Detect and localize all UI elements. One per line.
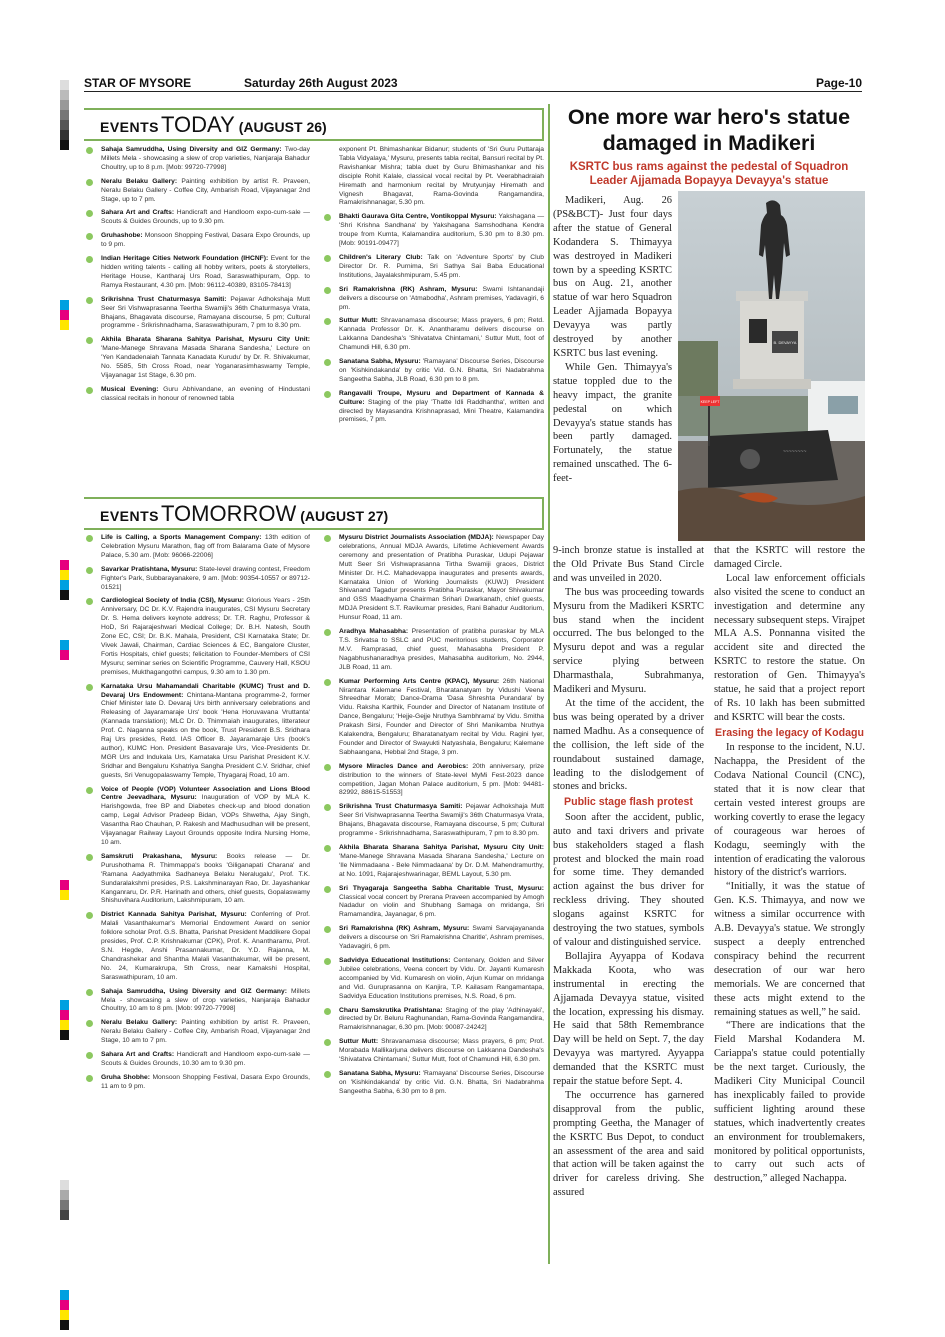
event-organiser: Srikrishna Trust Chaturmasya Samiti: bbox=[339, 803, 463, 811]
page-header bbox=[84, 74, 862, 92]
event-details: State-level drawing contest, Freedom Fighter's Park, Subbarayanakere, 9 am. [Mob: 90354-10557 or 89712-01521] bbox=[101, 565, 310, 591]
event-organiser: Sanatana Sabha, Mysuru: bbox=[339, 358, 421, 366]
event-details: Painting exhibition by artist R. Praveen, Neralu Belaku Gallery - Coffee City, Ambarish Road, Vijayanagar 2nd Stage, 10 am to 7 pm. bbox=[101, 1019, 310, 1045]
events-tomorrow-col2 bbox=[322, 534, 544, 1102]
event-organiser: Sahaja Samruddha, Using Diversity and GIZ Germany: bbox=[101, 146, 282, 153]
event-organiser: Akhila Bharata Sharana Sahitya Parishat, Mysuru City Unit: bbox=[339, 844, 544, 851]
bullet-icon bbox=[86, 210, 93, 217]
event-details: 20th anniversary, prize distribution to the winners of State-level MyMi Fest-2023 dance competition, Jagan Mohan Palace auditorium, 5 pm. [Mob: 94481-82992, 88615-51553] bbox=[339, 762, 544, 797]
event-details: 'Ramayana' Discourse Series, Discourse on 'Kishkindakanda' by critic Vid. G.N. Bhatta, Sri Nadabrahma Sangeetha Sabha, 6.30 pm to 8 pm. bbox=[339, 1069, 545, 1095]
article-col-c bbox=[714, 544, 865, 1186]
event-organiser: Akhila Bharata Sharana Sahitya Parishat, Mysuru City Unit: bbox=[101, 336, 310, 344]
event-details: 13th edition of Celebration Mysuru Marathon, flag off from Balarama Gate of Mysore Palace, 5.30 am. [Mob: 96066-22006] bbox=[101, 534, 310, 559]
event-organiser: Gruha Shobhe: bbox=[101, 1073, 150, 1081]
event-details: Two-day Millets Mela - showcasing a slew of crop varieties, Nanjaraja Bahadur Choultry, up to 8 p.m. [Mob: 99720-77998] bbox=[101, 146, 310, 171]
bullet-icon bbox=[324, 318, 331, 325]
bullet-icon bbox=[86, 912, 93, 919]
event-item bbox=[322, 885, 544, 921]
events-tomorrow-title: EVENTSTOMORROW (AUGUST 27) bbox=[100, 501, 389, 526]
bullet-icon bbox=[86, 147, 93, 154]
event-details: Staging of the play 'Thatte Idli Raddhantha', written and directed by Mayasandra Krishnaprasad, Mini Theatre, Kalamandira premises, 7 pm. bbox=[339, 398, 544, 424]
event-details: Monsoon Shopping Festival, Dasara Expo Grounds, 11 am to 9 pm. bbox=[101, 1073, 310, 1090]
event-item bbox=[84, 1051, 310, 1069]
event-item bbox=[322, 213, 544, 249]
article-paragraph: In response to the incident, N.U. Nachappa, the President of the Codava National Council (CNC), stated that it is now clear that certain vested interest groups are working covertly to erase the legacy of courageous war heroes of Kodagu, seemingly with the intention of eradicating the valorous history of the district's warriors. bbox=[714, 742, 865, 879]
event-organiser: Sri Ramakrishna (RK) Ashram, Mysuru: bbox=[339, 285, 478, 293]
bullet-icon bbox=[324, 1039, 331, 1046]
article-subheading: Public stage flash protest bbox=[564, 796, 693, 809]
event-organiser: Suttur Mutt: bbox=[339, 317, 378, 325]
event-details: Shravanamasa discourse; Mass prayers, 6 pm; Prof. Morabada Mallikarjuna delivers discourse on Lakkanna Dandesha's 'Shivatatva Chintamani,' Suttur Mutt, foot of Chamundi Hill, 6.30 pm. bbox=[339, 1038, 544, 1064]
event-organiser: Sri Thyagaraja Sangeetha Sabha Charitable Trust, Mysuru: bbox=[339, 884, 544, 892]
event-organiser: Mysore Miracles Dance and Aerobics: bbox=[339, 762, 469, 770]
event-item bbox=[322, 534, 544, 623]
event-item bbox=[84, 534, 310, 561]
bullet-icon bbox=[324, 629, 331, 636]
article-paragraph: The bus was proceeding towards Mysuru from the Madikeri KSRTC bus stand when the incident occurred. The bus belonged to the Mysuru depot and was a regular service plying between Dharmasthala, Subrahmanya, Madikeri and Mysuru. bbox=[553, 586, 704, 696]
event-details: Monsoon Shopping Festival, Dasara Expo Grounds, up to 9 pm. bbox=[101, 232, 310, 249]
page-number: Page-10 bbox=[815, 76, 862, 90]
event-details: 26th National Nirantara Kalemane Festival, Bharatanatyam by Vidushi Veena Shreedhar Morab; Dance-Drama 'Dasa Shreshta Purandara' by Vidu. Raksha Karthik, Founder and Director of Natanam Institute of Dance, Bengaluru; 'Hejje-Gejje Nruthya Sambhrama' by Vidu. Smitha Prakash Sirsi, Founder and Director of Shri Manikamba Nruthya Kalakendra, Bengaluru; Bharatanatyam recital by Vidu. Ragini Iyer, Founder and Director of Swayukti Natyashala, Bengaluru; Kalemane Sabhaangana, Hebbal 2nd Stage, 3 pm. bbox=[339, 677, 545, 756]
event-item bbox=[84, 1019, 310, 1046]
event-item bbox=[322, 286, 544, 313]
article-paragraph: 9-inch bronze statue is installed at the Old Private Bus Stand Circle and was unveiled in 2020. bbox=[553, 545, 704, 584]
bullet-icon bbox=[86, 233, 93, 240]
bullet-icon bbox=[86, 256, 93, 263]
event-organiser: Kumar Performing Arts Centre (KPAC), Mysuru: bbox=[339, 677, 500, 685]
event-item bbox=[322, 628, 544, 673]
event-organiser: Sahaja Samruddha, Using Diversity and GIZ Germany: bbox=[101, 987, 287, 995]
event-item bbox=[322, 358, 544, 385]
bullet-icon bbox=[86, 598, 93, 605]
event-organiser: Sri Ramakrishna (RK) Ashram, Mysuru: bbox=[339, 925, 470, 933]
bullet-icon bbox=[324, 679, 331, 686]
events-today-col1 bbox=[84, 146, 310, 409]
article-paragraph: At the time of the accident, the bus was being operated by a driver named Madhu. As a consequence of the collision, the left side of the roundabout sustained damage, leading to the dislodgement of stones and bricks. bbox=[553, 697, 704, 793]
event-item bbox=[322, 763, 544, 799]
event-details: Event for the hidden writing talents - calling all hobby writers, poets & storytellers, Heritage House, Kantharaj Urs Road, Saraswathipuram, Opp. to Ramya Restaurant, 4.30 pm. [Mob: 96112-40389, 83105-78413] bbox=[101, 255, 310, 289]
event-details: Glorious Years - 25th Anniversary, DC Dr. K.V. Rajendra inaugurates, CSI Mysuru Secretary Dr. S. Hema delivers keynote address; Dr. T.R. Raghu, Professor & HoD, Sri Rajarajeshwari Medical College; Dr. B.H. Natesh, South Zone EC, CSI; Dr. B.K. Mahala, President, CSI Karnataka State; Dr. Vivek Jawali, Chairman, Cardiac Sciences & EC, Bangalore Cluster, Fortis Hospitals, chief guests; felicitation to Founder-Members of CSI Mysuru; seminar series on Scientific Programme, Cauvery Hall, KSOU premises, Mukthagangothri campus, 9.30 am to 1.30 pm. bbox=[101, 597, 311, 676]
event-details: Centenary, Golden and Silver Jubilee celebrations, Veena concert by Vidu. Dr. Jayanti Kumaresh accompanied by Vid. Kumaresh on violin, Arjun Kumar on mridanga and Vid. Guruprasanna on Kanjira, T.P. Kailasam Rangamantapa, Sadvidya Education Institutions premises, N.S. Road, 6 pm. bbox=[339, 956, 544, 1000]
paper-name: STAR OF MYSORE bbox=[84, 76, 192, 90]
bullet-icon bbox=[86, 297, 93, 304]
article-paragraph: While Gen. Thimayya's statue toppled due to the heavy impact, the granite pedestal on which Devayya's statue stands has been partly damaged. Fortunately, the statue remained unscathed. The 6-feet- bbox=[553, 361, 672, 485]
event-item bbox=[84, 1074, 310, 1092]
event-item bbox=[84, 597, 310, 677]
event-organiser: Mysuru District Journalists Association (MDJA): bbox=[339, 534, 494, 541]
bullet-icon bbox=[86, 387, 93, 394]
article-paragraph: “There are indications that the Field Marshal Kodandera M. Cariappa's statue could potentially be the next target. Curiously, the Madikeri City Municipal Council has inexplicably failed to provide sufficient lighting around these statues, which inadvertently creates an environment for troublemakers, monitored by political opportunists, to carry out such acts of destruction,” alleged Nachappa. bbox=[714, 1020, 865, 1185]
svg-text:B. DEVAYYA: B. DEVAYYA bbox=[773, 340, 797, 345]
event-organiser: Sadvidya Educational Institutions: bbox=[339, 956, 451, 964]
bullet-icon bbox=[324, 926, 331, 933]
event-details: Shravanamasa discourse; Mass prayers, 6 pm; Retd. Kannada Professor Dr. K. Anantharamu delivers discourse on Lakkanna Dandesha's 'Shivatatva Chintamani,' Suttur Mutt, foot of Chamundi Hill, 6.30 pm. bbox=[339, 317, 544, 352]
event-details: 'Ramayana' Discourse Series, Discourse on 'Kishkindakanda' by critic Vid. G.N. Bhatta, Sri Nadabrahma Sangeetha Sabha, JLB Road, 6.30 pm to 8 pm. bbox=[339, 358, 545, 383]
article-paragraph: Soon after the accident, public, auto and taxi drivers and private bus stakeholders staged a flash protest and blocked the main road for some time. They demanded action against the bus driver for reckless driving. They shouted slogans against KSRTC for destroying the two statues, symbols of valour and distinguished service. bbox=[553, 811, 704, 948]
bullet-icon bbox=[324, 886, 331, 893]
svg-text:KEEP LEFT: KEEP LEFT bbox=[700, 400, 720, 404]
article-paragraph: The occurrence has garnered disapproval from the public, prompting Geetha, the Manager of the KSRTC Bus Depot, to conduct an assessment of the area and said that action will be taken against the driver for careless driving. She assured bbox=[553, 1089, 704, 1199]
bullet-icon bbox=[86, 1020, 93, 1027]
event-details: Guru Abhivandane, an evening of Hindustani classical recitals in honour of renowned tabla bbox=[101, 385, 310, 402]
event-item bbox=[322, 925, 544, 952]
issue-date: Saturday 26th August 2023 bbox=[244, 76, 398, 90]
event-item bbox=[84, 255, 310, 291]
article-subheading: Erasing the legacy of Kodagu bbox=[715, 726, 864, 739]
event-item bbox=[322, 254, 544, 281]
article-col-a bbox=[553, 194, 672, 486]
event-details: Swami Ishtanandaji delivers a discourse on 'Atmabodha', Ashram premises, Yadavagiri, 6 pm. bbox=[339, 285, 544, 311]
bullet-icon bbox=[324, 1008, 331, 1015]
bullet-icon bbox=[324, 391, 331, 398]
event-item bbox=[84, 232, 310, 250]
article-paragraph: that the KSRTC will restore the damaged Circle. bbox=[714, 545, 865, 570]
event-organiser: Srikrishna Trust Chaturmasya Samiti: bbox=[101, 295, 227, 303]
bullet-icon bbox=[324, 804, 331, 811]
event-item bbox=[322, 1038, 544, 1065]
bullet-icon bbox=[324, 359, 331, 366]
event-details: Inauguration of VOP by MLA K. Harishgowda, free BP and Diabetes check-up and blood donation camp, Legal Advisor Pradeep Bidan, VOPs Shwetha, Ajay Singh, Vasantha Rao Chauhan, P. Rakesh and Madhusudhan will be present, Vijayanagar Railway Layout Grounds opposite Indira Nursing Home, 10 am. bbox=[101, 794, 310, 846]
event-organiser: Samskruti Prakashana, Mysuru: bbox=[101, 852, 218, 860]
event-continued: exponent Pt. Bhimashankar Bidanur; students of 'Sri Guru Puttaraja Tabla Vidyalaya,' Mysuru, presents tabla recital, Bansuri recital by Pt. Ravishankar Mishra; tabla duet by Guru Bhimashankar and his disciple Rohit Kalale, classical vocal recital by Pt. Veerabhadraiah Hiremath and harmonium recital by Mrutyunjay Hiremath and Vignesh Bhagavat, Rama-Govinda Rangamandira, Ramakrishnanagar, 5.30 pm. bbox=[339, 146, 544, 207]
events-tomorrow-col1 bbox=[84, 534, 310, 1097]
event-organiser: Children's Literary Club: bbox=[339, 253, 423, 261]
event-details: Painting exhibition by artist R. Praveen, Neralu Belaku Gallery - Coffee City, Ambarish Road, Vijayanagar 2nd Stage, up to 7 pm. bbox=[101, 177, 310, 203]
event-organiser: Savarkar Pratishtana, Mysuru: bbox=[101, 565, 198, 573]
article-paragraph: “Initially, it was the statue of Gen. K.S. Thimayya, and now we witness a similar occurrence with A.B. Devayya's statue. We strongly suspect a deeply entrenched conspiracy behind the recurrent desecration of our war hero memorials. We are concerned that these acts might extend to the remaining statues as well,” he said. bbox=[714, 881, 865, 1018]
bullet-icon bbox=[86, 684, 93, 691]
event-organiser: Life is Calling, a Sports Management Company: bbox=[101, 534, 262, 541]
event-details: Handicraft and Handloom expo-cum-sale — Scouts & Guides Grounds, 10.30 am to 9.30 pm. bbox=[101, 1051, 310, 1067]
bullet-icon bbox=[86, 337, 93, 344]
event-organiser: District Kannada Sahitya Parishat, Mysuru: bbox=[101, 911, 247, 919]
event-details: 'Mane-Manege Shravana Masada Sharana Sandesha,' Lecture on 'Ile Nimmadaana - Bele Nimmadaana' by Dr. D.M. Mahendramurthy, at No. 1091, Rajarajeshwarinagar, BEML Layout, 5.30 pm. bbox=[339, 852, 544, 878]
article-col-b bbox=[553, 544, 704, 1200]
bullet-icon bbox=[324, 1071, 331, 1078]
event-item bbox=[322, 1070, 544, 1097]
event-details: Talk on 'Adventure Sports' by Club Director Dr. R. Purnima, Sri Sathya Sai Baba Educational Institutions, Jayalakshmipuram, 5.45 pm. bbox=[339, 253, 544, 279]
article-paragraph: Local law enforcement officials also visited the scene to conduct an investigation and determine any necessary subsequent steps. Virajpet MLA A.S. Ponnanna visited the accident site and directed the KSRTC to restore the statue. On restoration of Gen. Thimayya's statue, he said that a project report of Rs. 10 lakh has been submitted and KSRTC will bear the costs. bbox=[714, 572, 865, 723]
event-item bbox=[84, 683, 310, 781]
event-organiser: Cardiological Society of India (CSI), Mysuru: bbox=[101, 597, 244, 605]
event-organiser: Sanatana Sabha, Mysuru: bbox=[339, 1069, 421, 1077]
event-details: Millets Mela - showcasing a slew of crop varieties, Nanjaraja Bahadur Choultry, 10 am to 8 pm. [Mob: 99720-77998] bbox=[101, 987, 310, 1013]
event-item bbox=[84, 336, 310, 381]
column-divider bbox=[548, 104, 550, 1264]
event-details: Pejawar Adhokshaja Mutt Seer Sri Vishwaprasanna Teertha Swamiji's 36th Chaturmasya Vrata, Bhajans, Bhagavata discourse, Ramayana discourse, 5 pm; Cultural programme - Srikrishnadhama, Saraswathipuram, 7 pm to 8.30 pm. bbox=[339, 803, 544, 838]
event-details: Swami Sarvajayananda delivers a discourse on 'Sri Ramakrishna Charitle', Ashram premises, Yadavagiri, 6 pm. bbox=[339, 925, 544, 951]
event-organiser: Musical Evening: bbox=[101, 385, 159, 393]
event-item bbox=[84, 146, 310, 173]
bullet-icon bbox=[86, 1052, 93, 1059]
event-item bbox=[322, 1007, 544, 1034]
event-organiser: Voice of People (VOP) Volunteer Association and Lions Blood Centre Jeevadhara, Mysuru: bbox=[101, 785, 310, 802]
event-item bbox=[84, 178, 310, 205]
event-organiser: Neralu Belaku Gallery: bbox=[101, 1019, 178, 1027]
bullet-icon bbox=[324, 255, 331, 262]
events-today-col2 bbox=[322, 146, 544, 430]
event-item bbox=[84, 853, 310, 906]
event-details: Chintana-Mantana programme-2, former Chief Minister late D. Devaraj Urs birth anniversary celebrations and Releasing of Jayaramaraje Urs' book 'Hena Horuvavana Vruttanta' (Kannada translation); MLC Dr. D. Thimmaiah inaugurates, litterateur Prof. C. Naganna speaks on the book, Trust President B.S. Sridhara Raj Urs presides, Retd. IAS Officer B. Jayaramaraje Urs (book's author), KUMC Hon. President Basavaraje Urs, Vice-Presidents Dr. MGR Urs and Indukala Urs, Karnataka Ursu Parishat President K.V. Sridhar and Bengaluru Kshatriya Sangha President C.V. Sridhar, chief guests, Sri Venugopalaswamy Temple, Thyagaraj Road, 10 am. bbox=[101, 691, 310, 779]
event-details: Newspaper Day celebrations, Annual MDJA Awards, Lifetime Achievement Awards ceremony and presentation of Pratibha Puraskar, Udupi Pejawar Mutt Seer Sri Vishwaprasanna Tirtha Swamiji graces, District Minister Dr. H.C. Mahadevappa inaugurates and presents awards, Karnataka Union of Working Journalists (KUWJ) President Shivanand Tagadur presents Pratibha Puraskar, Mayor Shivakumar and GSS Maadhyama Chairman Srihari Dwarkanath, chief guests, MDJA President S.T. Ravikumar presides, Rani Bahadur Auditorium, Hunsur Road, 11 am. bbox=[339, 534, 544, 622]
event-item bbox=[322, 317, 544, 353]
event-item bbox=[84, 296, 310, 332]
event-details: Classical vocal concert by Prerana Praveen accompanied by Amogh Nadadur on violin and Shubhang Samaga on mridanga, Sri Ramamandira, Jayanagar, 6 pm. bbox=[339, 893, 544, 919]
bullet-icon bbox=[86, 989, 93, 996]
event-organiser: Charu Samskrutika Pratishtana: bbox=[339, 1006, 443, 1014]
bullet-icon bbox=[324, 287, 331, 294]
event-details: Yakshagana — 'Shri Krishna Sandhana' by Yakshagana Samshodhana Kendra troupe from Kumta, Kalamandira auditorium, 5.30 pm to 8.30 pm. [Mob: 90191-09477] bbox=[339, 213, 545, 248]
events-today-title: EVENTSTODAY (AUGUST 26) bbox=[100, 112, 327, 137]
event-organiser: Sahara Art and Crafts: bbox=[101, 209, 175, 217]
event-item bbox=[84, 786, 310, 848]
event-organiser: Neralu Belaku Gallery: bbox=[101, 177, 178, 185]
event-item bbox=[322, 957, 544, 1002]
event-organiser: Aradhya Mahasabha: bbox=[339, 628, 409, 636]
bullet-icon bbox=[324, 214, 331, 221]
bullet-icon bbox=[86, 854, 93, 861]
bullet-icon bbox=[86, 535, 93, 542]
event-item bbox=[322, 678, 544, 758]
event-details: Conferring of Prof. Malali Vasanthakumar's Memorial Endowment Award on senior folklore scholar Prof. G.S. Bhatta, Parishat President Maddikere Gopal presides, Prof. C.P. Krishnakumar (CPK), Prof. K. Anantharamu, Prof. S.N. Hegde, Anshi Prasannakumar, Dr. Y.D. Rajanna, M. Chandrashekar and Shantha Malali Vasanthakumar, will be present, No. 24, Kumarakrupa, 5th Cross, near Kamakshi Hospital, Saraswathipuram, 10 am. bbox=[101, 911, 311, 981]
bullet-icon bbox=[324, 535, 331, 542]
event-item bbox=[84, 209, 310, 227]
bullet-icon bbox=[86, 567, 93, 574]
event-details: Handicraft and Handloom expo-cum-sale — Scouts & Guides Grounds, up to 9.30 pm. bbox=[101, 209, 310, 226]
event-details: Presentation of pratibha puraskar by MLA T.S. Srivatsa to SSLC and PUC meritorious students, Corporator M.V. Ramprasad, chief guest, Mahasabha President P. Nagabhushanaradhya presides, Mahasabha auditorium, No. 2944, JLB Road, 11 am. bbox=[339, 628, 544, 671]
event-organiser: Rangavalli Troupe, Mysuru and Department of Kannada & Culture: bbox=[339, 389, 544, 406]
event-details: 'Mane-Manege Shravana Masada Sharana Sandesha,' Lecture on 'Yen Kandadenaiah Tannata Kanadata Kurudu' by Dr. R. Shivakumar, No. 5585, 5th Cross Road, near Yoganarasimhaswamy Temple, Vijayanagar 1st Stage, 6.30 pm. bbox=[101, 345, 310, 379]
statue-photo bbox=[678, 191, 865, 541]
event-details: Books release — Dr. Purushothama R. Thimmappa's books 'Giliganapati Charana' and 'Ramana Aadyathmika Sadhaneya Belaku Neralugalu', Prof. T.K. Sundaralakshmi presides, P.S. Lakshminarayan Rao, Dr. Jayashankar Kanganraru, Dr. P.R. Harinath and others, chief guests, Gopalaswamy Shishuvihara Auditorium, Lakshmipuram, 10 am. bbox=[101, 852, 310, 905]
event-organiser: Sahara Art and Crafts: bbox=[101, 1051, 175, 1059]
bullet-icon bbox=[324, 764, 331, 771]
event-item bbox=[84, 566, 310, 593]
event-item bbox=[84, 911, 310, 982]
event-organiser: Indian Heritage Cities Network Foundation (IHCNF): bbox=[101, 255, 269, 263]
bullet-icon bbox=[86, 179, 93, 186]
event-item bbox=[322, 844, 544, 880]
bullet-icon bbox=[324, 958, 331, 965]
bullet-icon bbox=[324, 845, 331, 852]
event-organiser: Gruhashobe: bbox=[101, 232, 143, 240]
bullet-icon bbox=[86, 787, 93, 794]
bullet-icon bbox=[86, 1075, 93, 1082]
article-headline: One more war hero's statue damaged in Madikeri bbox=[567, 105, 851, 155]
article-paragraph: Madikeri, Aug. 26 (PS&BCT)- Just four days after the statue of General Kodandera S. Thimayya was destroyed in Madikeri town by a speeding KSRTC bus on Aug. 21, another statue of war hero Squadron Leader Ajjamada Bopayya Devayya was partly destroyed by another KSRTC bus last evening. bbox=[553, 195, 672, 359]
event-item bbox=[84, 988, 310, 1015]
article-subhead: KSRTC bus rams against the pedestal of Squadron Leader Ajjamada Bopayya Devayya's statue bbox=[569, 161, 849, 187]
event-details: Staging of the play 'Adhinayaki', directed by Dr. Beluru Raghunandan, Rama-Govinda Rangamandira, Ramakrishnanagar, 6.30 pm. [Mob: 90087-24242] bbox=[339, 1006, 544, 1032]
event-organiser: Karnataka Ursu Mahamandali Charitable (KUMC) Trust and D. Devaraj Urs Endowment: bbox=[101, 682, 310, 699]
event-details: Pejawar Adhokshaja Mutt Seer Sri Vishwaprasanna Teertha Swamiji's 36th Chaturmasya Vrata, Bhajans, Bhagavata discourse, Ramayana discourse, 5 pm; Cultural programme - Srikrishnadhama, Saraswathipuram, 7 pm to 8.30 pm. bbox=[101, 295, 310, 330]
event-item bbox=[322, 803, 544, 839]
svg-text:~~~~~~~~: ~~~~~~~~ bbox=[783, 449, 807, 455]
event-organiser: Suttur Mutt: bbox=[339, 1038, 379, 1046]
article-paragraph: Bollajira Ayyappa of Kodava Makkada Koota, who was instrumental in erecting the Ajjamada Devayya statue, visited the location, expressing his dismay. He said that 58th Remembrance Day will be held on Sept. 7, the day Devayya was martyred. Ayyappa demanded that the KSRTC must repair the statue before Sept. 4. bbox=[553, 950, 704, 1088]
event-item bbox=[322, 390, 544, 426]
event-item bbox=[84, 386, 310, 404]
event-organiser: Bhakti Gaurava Gita Centre, Vontikoppal Mysuru: bbox=[339, 213, 497, 221]
